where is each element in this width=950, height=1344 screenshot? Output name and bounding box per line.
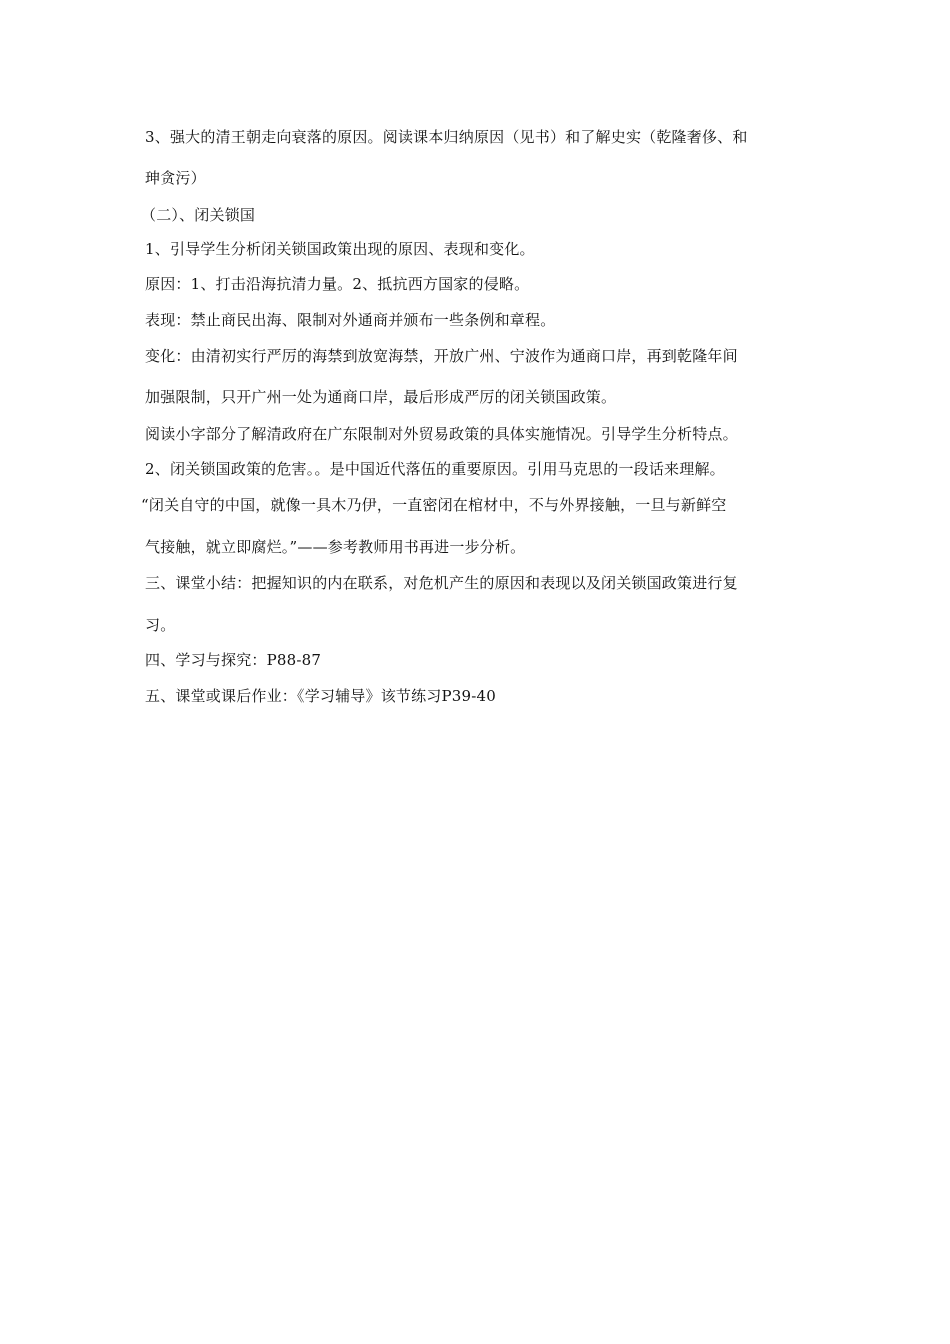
text-line-8: 加强限制，只开广州一处为通商口岸，最后形成严厉的闭关锁国政策。 [145,388,617,406]
text-line-10: 2、闭关锁国政策的危害。。是中国近代落伍的重要原因。引用马克思的一段话来理解。 [145,460,725,478]
section-heading-closed-door: （二）、闭关锁国 [141,206,256,224]
text-line-11: “闭关自守的中国，就像一具木乃伊，一直密闭在棺材中，不与外界接触，一旦与新鲜空 [141,496,727,514]
text-line-5: 原因：1、打击沿海抗清力量。2、抵抗西方国家的侵略。 [145,275,530,293]
text-line-13: 三、课堂小结：把握知识的内在联系，对危机产生的原因和表现以及闭关锁国政策进行复 [145,574,738,592]
text-line-6: 表现：禁止商民出海、限制对外通商并颁布一些条例和章程。 [145,311,556,329]
text-line-7: 变化：由清初实行严厉的海禁到放宽海禁，开放广州、宁波作为通商口岸，再到乾隆年间 [145,347,738,365]
text-line-16: 五、课堂或课后作业：《学习辅导》该节练习P39-40 [145,687,497,705]
text-line-1: 3、强大的清王朝走向衰落的原因。阅读课本归纳原因（见书）和了解史实（乾隆奢侈、和 [145,128,748,146]
text-line-12: 气接触，就立即腐烂。”——参考教师用书再进一步分析。 [145,538,526,556]
text-line-4: 1、引导学生分析闭关锁国政策出现的原因、表现和变化。 [145,240,535,258]
text-line-9: 阅读小字部分了解清政府在广东限制对外贸易政策的具体实施情况。引导学生分析特点。 [145,425,738,443]
text-line-14: 习。 [145,616,176,634]
text-line-2: 珅贪污） [145,169,206,187]
text-line-15: 四、学习与探究：P88-87 [145,651,322,669]
